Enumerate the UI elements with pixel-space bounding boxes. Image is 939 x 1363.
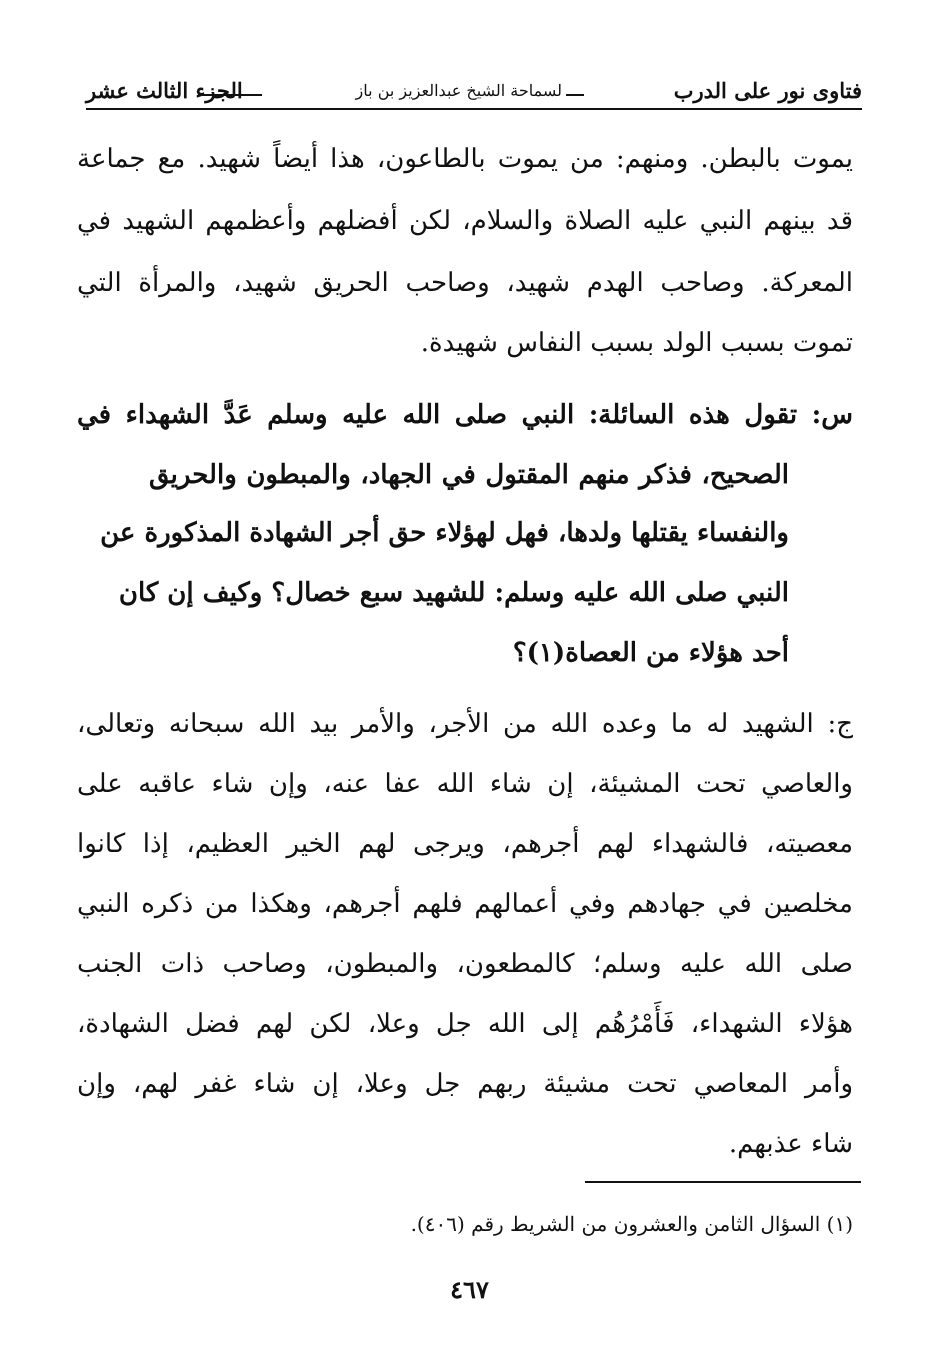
volume-label: الجزء الثالث عشر (86, 78, 243, 103)
running-header (86, 74, 862, 110)
page-number: ٤٦٧ (450, 1275, 489, 1304)
text-line: تموت بسبب الولد بسبب النفاس شهيدة. (420, 328, 853, 358)
answer-line: مخلصين في جهادهم وفي أعمالهم فلهم أجرهم، وهكذا من ذكره النبي (77, 889, 853, 919)
question-line: س: تقول هذه السائلة: النبي صلى الله عليه وسلم عَدَّ الشهداء في (77, 400, 853, 430)
answer-line: معصيته، فالشهداء لهم أجرهم، ويرجى لهم الخير العظيم، إذا كانوا (77, 829, 853, 859)
text-line: يموت بالبطن. ومنهم: من يموت بالطاعون، هذا أيضاً شهيد. مع جماعة (77, 144, 853, 174)
book-title: فتاوى نور على الدرب (673, 78, 862, 103)
answer-line: وأمر المعاصي تحت مشيئة ربهم جل وعلا، إن شاء غفر لهم، وإن (77, 1069, 853, 1099)
text-line: قد بينهم النبي عليه الصلاة والسلام، لكن أفضلهم وأعظمهم الشهيد في (77, 206, 853, 236)
answer-line: شاء عذبهم. (728, 1129, 853, 1159)
answer-line: ج: الشهيد له ما وعده الله من الأجر، والأمر بيد الله سبحانه وتعالى، (77, 709, 853, 739)
answer-line: صلى الله عليه وسلم؛ كالمطعون، والمبطون، وصاحب ذات الجنب (77, 949, 853, 979)
author-line: لسماحة الشيخ عبدالعزيز بن باز (355, 81, 562, 100)
footnote: (١) السؤال الثامن والعشرون من الشريط رقم (٤٠٦). (410, 1212, 853, 1236)
question-line: أحد هؤلاء من العصاة(١)؟ (512, 638, 789, 668)
footnote-separator (585, 1181, 861, 1183)
answer-line: والعاصي تحت المشيئة، إن شاء الله عفا عنه، وإن شاء عاقبه على (77, 769, 853, 799)
header-dash (566, 94, 584, 96)
answer-line: هؤلاء الشهداء، فَأَمْرُهُم إلى الله جل وعلا، لكن لهم فضل الشهادة، (77, 1009, 853, 1039)
question-line: النبي صلى الله عليه وسلم: للشهيد سبع خصال؟ وكيف إن كان (118, 578, 789, 608)
question-line: والنفساء يقتلها ولدها، فهل لهؤلاء حق أجر الشهادة المذكورة عن (100, 518, 789, 548)
question-line: الصحيح، فذكر منهم المقتول في الجهاد، والمبطون والحريق (149, 460, 789, 490)
text-line: المعركة. وصاحب الهدم شهيد، وصاحب الحريق شهيد، والمرأة التي (77, 268, 853, 298)
